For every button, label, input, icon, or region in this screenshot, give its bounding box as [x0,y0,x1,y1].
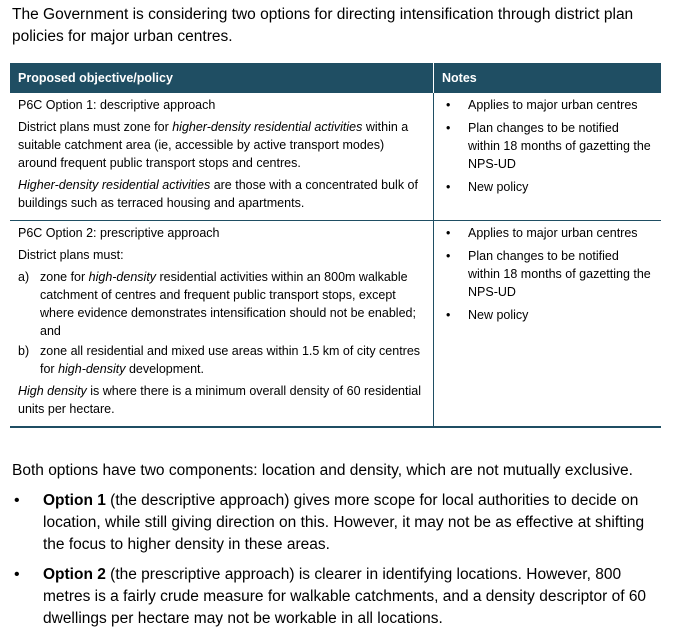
option-label: Option 1 [43,492,106,509]
summary-paragraph: Both options have two components: location and density, which are not mutually exclusive. [12,462,633,479]
list-item [18,342,425,378]
bullet-icon: • [446,180,451,194]
option-label: Option 2 [43,566,106,583]
note-text: Plan changes to be notified within 18 months of gazetting the NPS-UD [468,121,651,171]
option-discussion-text [43,490,662,556]
list-item [442,247,653,301]
list-item [442,178,653,196]
list-item [442,96,653,114]
italic-term: high-density [88,270,157,284]
text-run: within a suitable catchment area (ie, accessible by active transport modes) around frequent public transport stops and centres. [18,120,409,170]
text-run: (the prescriptive approach) is clearer in identifying locations. However, 800 metres is a fairly crude measure for walkable catchments, and a density descriptor of 60 dwellings per hectare may not be workable in all locations. [43,566,647,627]
intro-paragraph: The Government is considering two options for directing intensification through district plan policies for major urban centres. [12,6,634,45]
italic-term: high-density [58,362,126,376]
option-discussion-text [43,564,662,630]
option-2-title: P6C Option 2: prescriptive approach [18,226,220,240]
text-run: is where there is a minimum overall density of 60 residential units per hectare. [18,384,421,416]
bullet-icon: • [14,566,20,583]
header-objective: Proposed objective/policy [10,63,434,93]
table-row-option-2 [10,221,661,428]
text-run: are those with a concentrated bulk of buildings such as terraced housing and apartments. [18,178,418,210]
option-2-notes-list [442,224,653,324]
bullet-icon: • [446,308,451,322]
text-run: development. [125,362,204,376]
requirement-text [40,268,425,340]
bullet-icon: • [446,249,451,263]
list-item [18,268,425,340]
list-item [442,119,653,173]
italic-term: higher-density residential activities [172,120,363,134]
option-1-policy-cell [10,93,434,221]
option-2-definition [18,382,425,418]
note-text: Applies to major urban centres [468,98,638,112]
table-header-row [10,63,661,93]
list-item [442,224,653,242]
italic-term: Higher-density residential activities [18,178,211,192]
text-run: residential activities within an 800m walkable catchment of centres and frequent public transport stops, except where evidence demonstrates intensification should not be enabled; and [40,270,416,338]
text-run: District plans must zone for [18,120,173,134]
option-2-policy-cell [10,221,434,428]
option-2-requirements-list [18,268,425,378]
list-item [12,490,662,556]
requirement-text [40,342,425,378]
bullet-icon: • [14,492,20,509]
option-1-definition [18,176,425,212]
text-run: zone for [40,270,89,284]
bullet-icon: • [446,121,451,135]
list-marker: b) [18,344,30,358]
text-run: zone all residential and mixed use areas within 1.5 km of city centres for [40,344,421,376]
option-2-notes-cell [434,221,662,428]
table-row-option-1 [10,93,661,221]
option-1-title: P6C Option 1: descriptive approach [18,98,216,112]
list-marker: a) [18,270,30,284]
bullet-icon: • [446,226,451,240]
note-text: Applies to major urban centres [468,226,638,240]
note-text: New policy [468,308,529,322]
text-run: (the descriptive approach) gives more scope for local authorities to decide on location, while still giving direction on this. However, it may not be as effective at shifting the focus to higher density in these areas. [43,492,645,553]
note-text: New policy [468,180,529,194]
option-1-text [18,118,425,172]
option-1-notes-cell [434,93,662,221]
option-2-intro: District plans must: [18,248,124,262]
italic-term: High density [18,384,87,398]
bullet-icon: • [446,98,451,112]
header-notes: Notes [434,63,662,93]
list-item [12,564,662,630]
policy-options-table [10,63,661,428]
options-discussion-list [12,490,662,630]
discussion-section [12,460,662,638]
option-1-notes-list [442,96,653,196]
list-item [442,306,653,324]
note-text: Plan changes to be notified within 18 months of gazetting the NPS-UD [468,249,651,299]
